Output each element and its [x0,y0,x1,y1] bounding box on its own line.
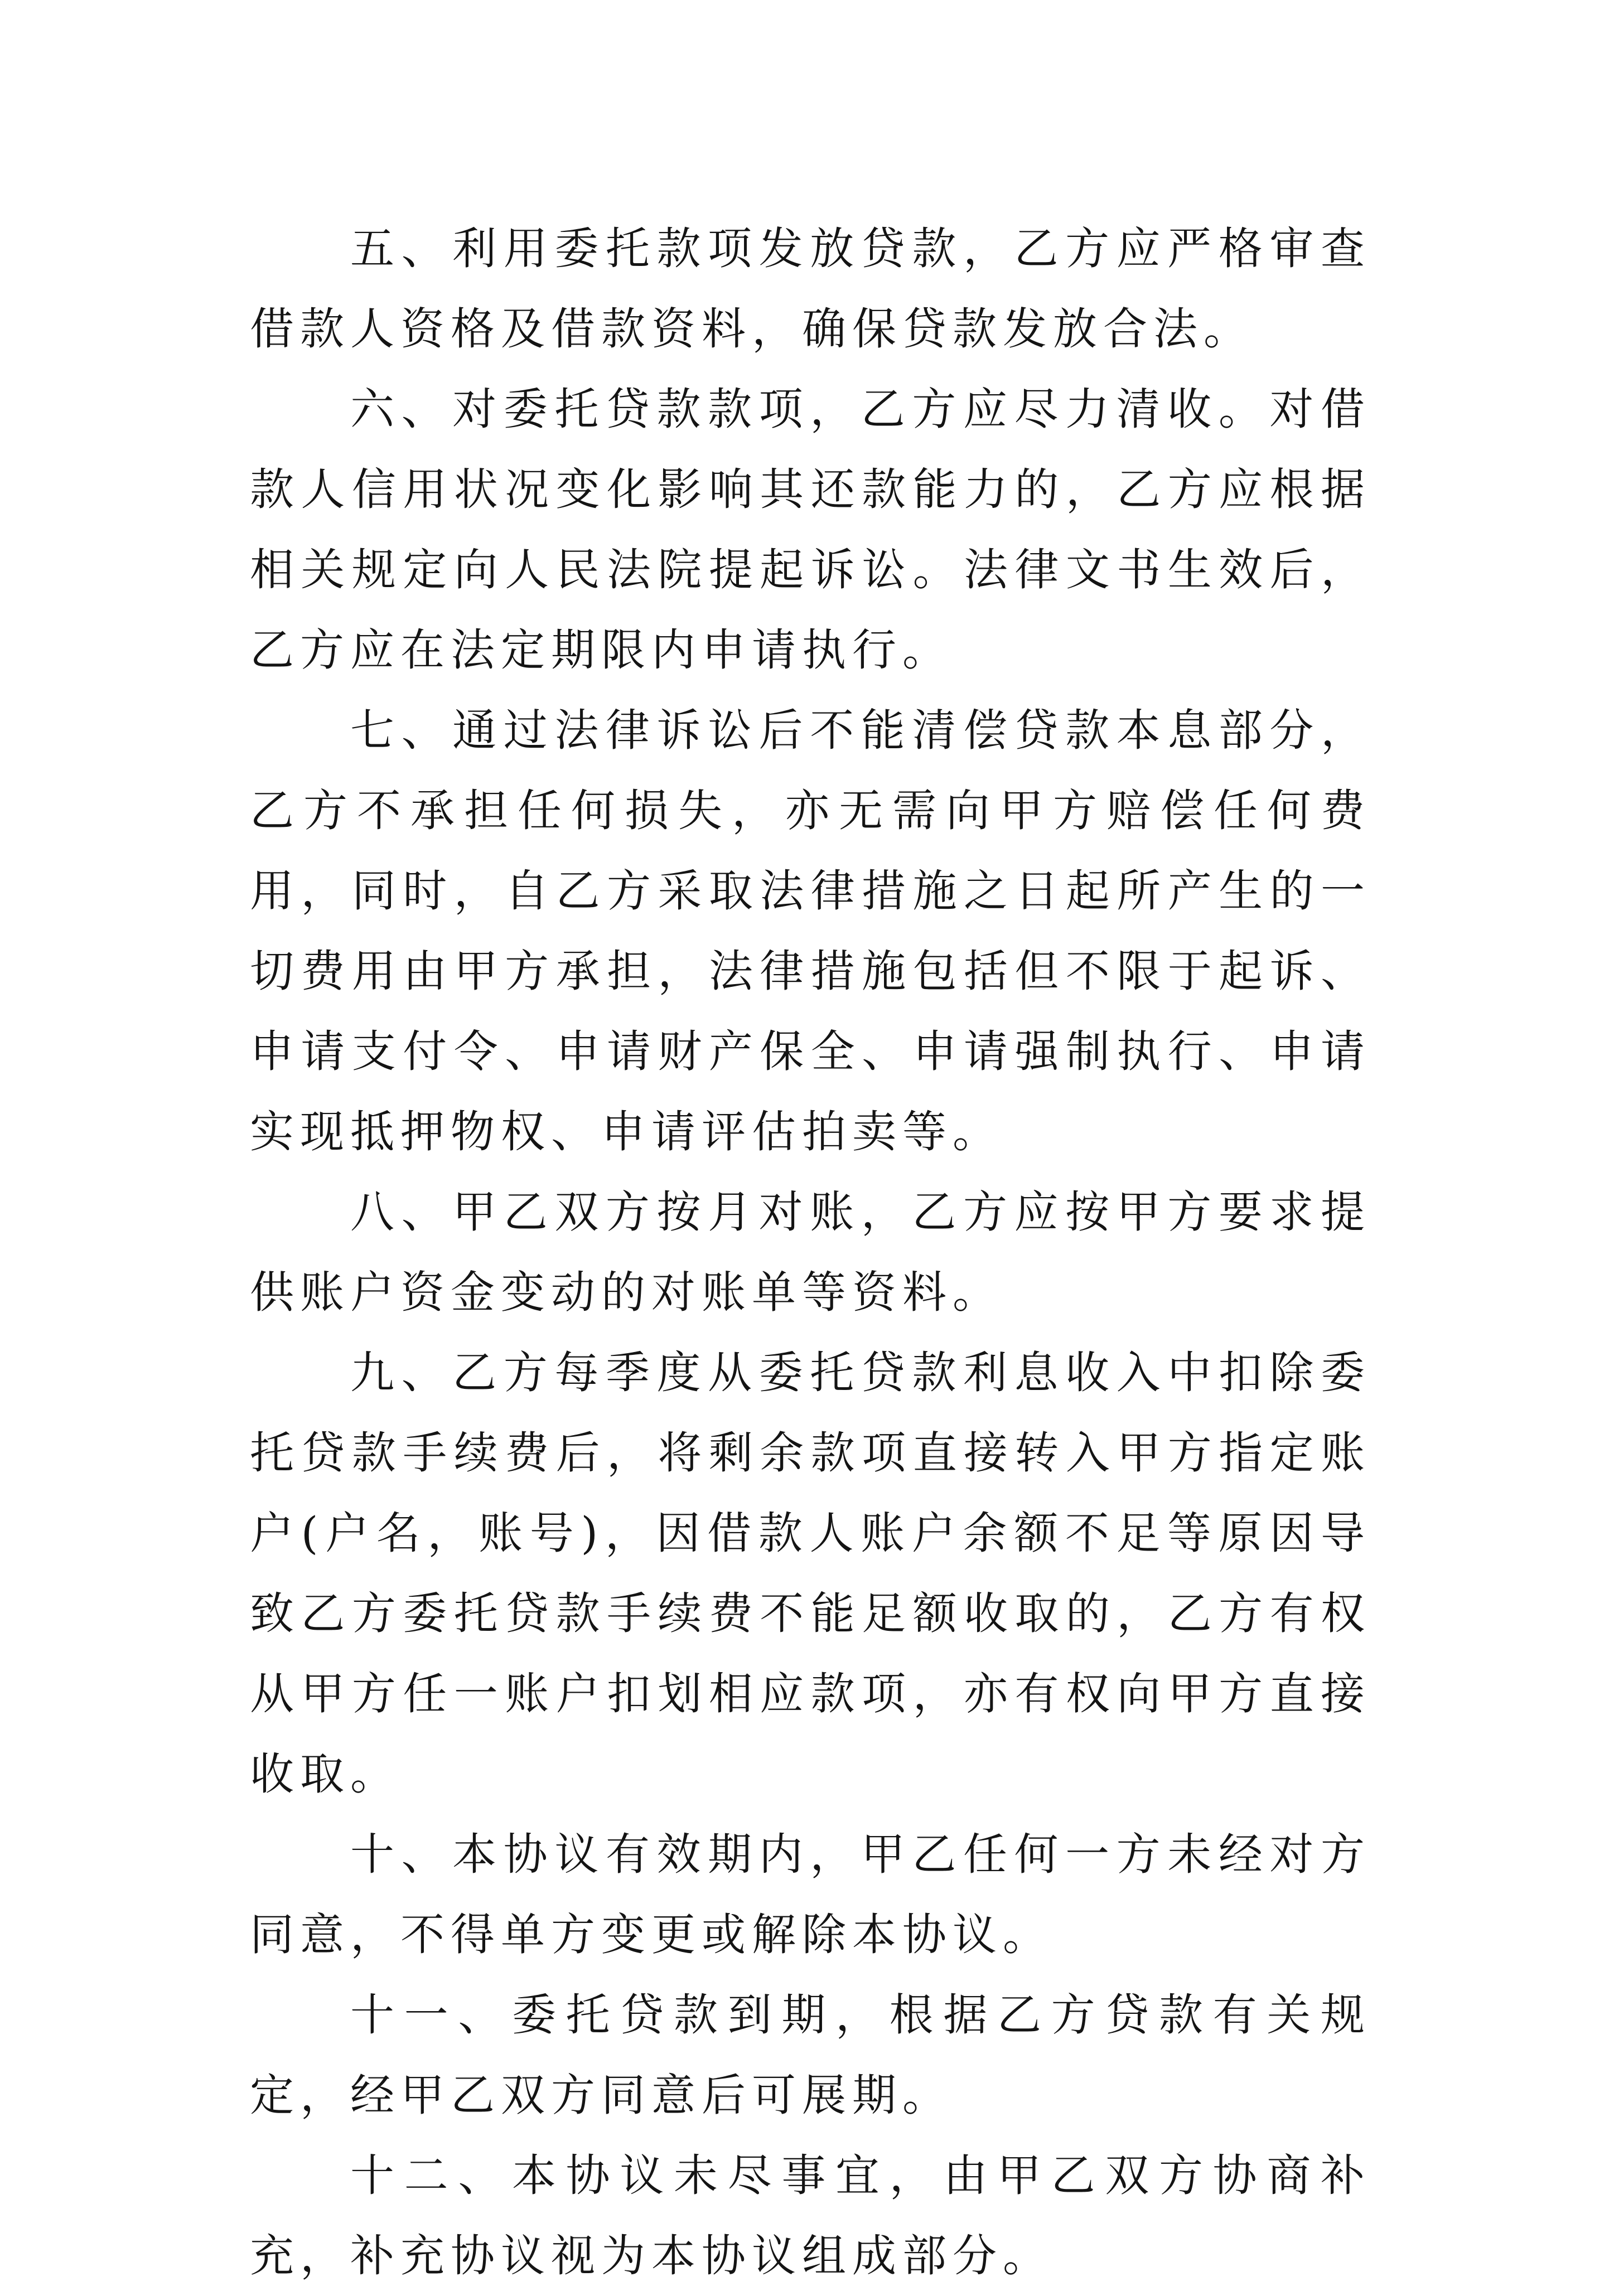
document-body [250,209,1371,2296]
clause-12: 十二、本协议未尽事宜，由甲乙双方协商补充，补充协议视为本协议组成部分。 [250,2150,1371,2282]
clause-5: 五、利用委托款项发放贷款，乙方应严格审查借款人资格及借款资料，确保贷款发放合法。 [250,223,1371,355]
clause-8: 八、甲乙双方按月对账，乙方应按甲方要求提供账户资金变动的对账单等资料。 [250,1186,1371,1318]
clause-7: 七、通过法律诉讼后不能清偿贷款本息部分，乙方不承担任何损失，亦无需向甲方赔偿任何费用，同时，自乙方采取法律措施之日起所产生的一切费用由甲方承担，法律措施包括但不限于起诉、申请支付令、申请财产保全、申请强制执行、申请实现抵押物权、申请评估拍卖等。 [250,705,1371,1157]
clause-6: 六、对委托贷款款项，乙方应尽力清收。对借款人信用状况变化影响其还款能力的，乙方应根据相关规定向人民法院提起诉讼。法律文书生效后，乙方应在法定期限内申请执行。 [250,384,1371,676]
clause-11: 十一、委托贷款到期，根据乙方贷款有关规定，经甲乙双方同意后可展期。 [250,1989,1371,2121]
clause-9: 九、乙方每季度从委托贷款利息收入中扣除委托贷款手续费后，将剩余款项直接转入甲方指定账户(户名，账号)，因借款人账户余额不足等原因导致乙方委托贷款手续费不能足额收取的，乙方有权从甲方任一账户扣划相应款项，亦有权向甲方直接收取。 [250,1347,1371,1800]
clause-10: 十、本协议有效期内，甲乙任何一方未经对方同意，不得单方变更或解除本协议。 [250,1829,1371,1960]
